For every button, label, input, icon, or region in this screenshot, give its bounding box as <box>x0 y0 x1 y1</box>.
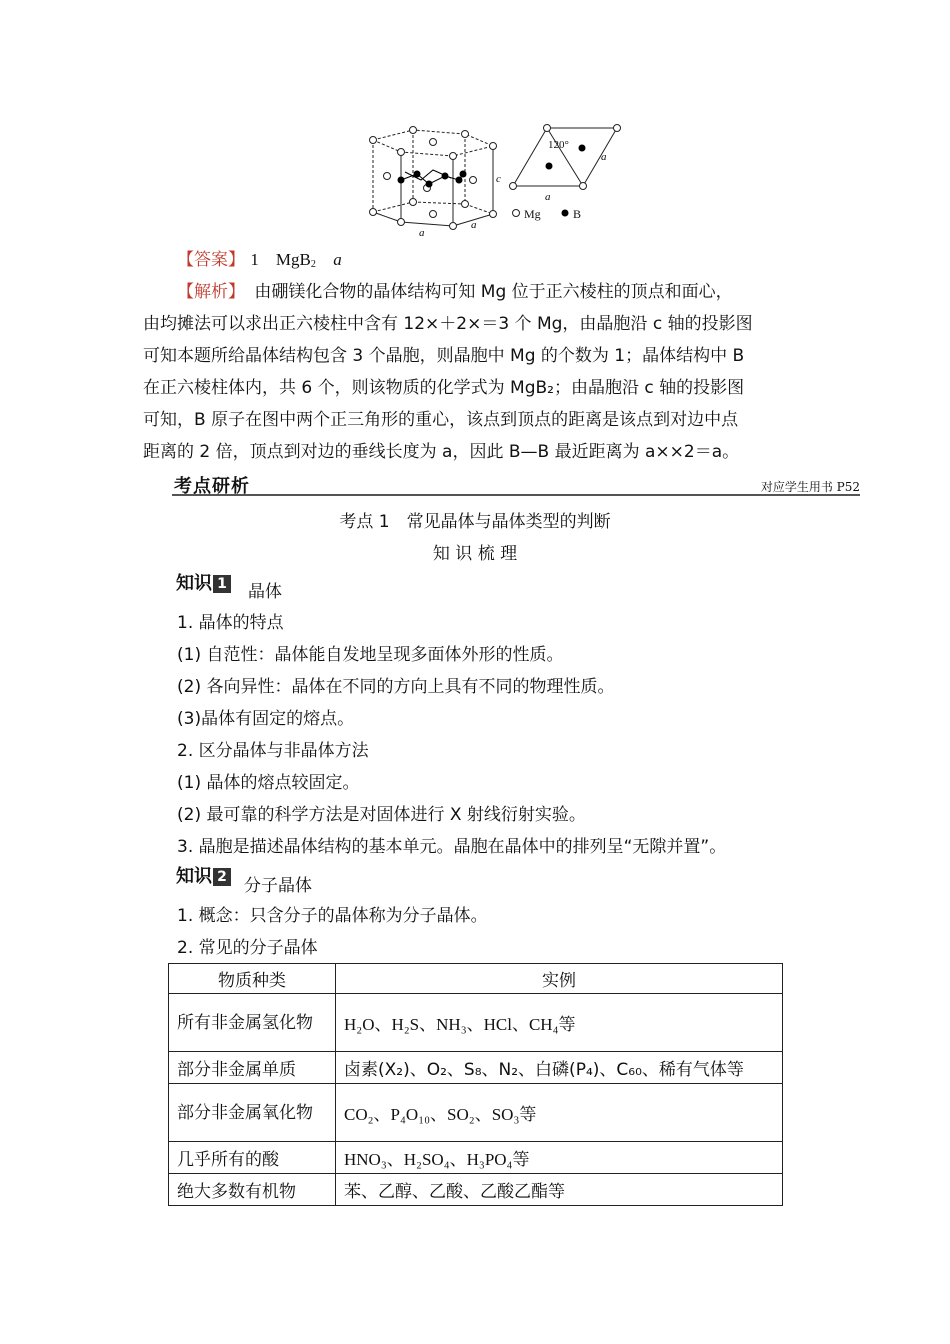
answer-tag: 【答案】 <box>177 250 245 270</box>
analysis-line-1: 由均摊法可以求出正六棱柱中含有 12×＋2×＝3 个 Mg，由晶胞沿 c 轴的投影图 <box>143 314 753 334</box>
knowledge-1-line: 2. 区分晶体与非晶体方法 <box>177 741 369 761</box>
analysis-line-2: 可知本题所给晶体结构包含 3 个晶胞，则晶胞中 Mg 的个数为 1；晶体结构中 B <box>143 346 745 366</box>
knowledge-1-line: (1) 晶体的熔点较固定。 <box>177 773 360 793</box>
analysis-tag: 【解析】 <box>177 282 245 302</box>
legend-b: B <box>573 207 582 221</box>
table-row <box>169 1174 783 1206</box>
table-cell-examples: CO₂、P₄O₁₀、SO₂、SO₃等 <box>336 1084 783 1142</box>
rhombus-label-a2: a <box>545 191 551 203</box>
knowledge-2-badge-num: 2 <box>213 868 231 886</box>
angle-label: 120° <box>548 139 569 151</box>
legend-mg: Mg <box>524 207 541 221</box>
knowledge-2-line: 1. 概念：只含分子的晶体称为分子晶体。 <box>177 906 488 926</box>
knowledge-1-badge-num: 1 <box>213 575 231 593</box>
knowledge-2-line: 2. 常见的分子晶体 <box>177 938 318 958</box>
table-cell-examples: HNO₃、H₂SO₄、H₃PO₄等 <box>336 1142 783 1174</box>
table-cell-examples: 卤素(X₂)、O₂、S₈、N₂、白磷(P₄)、C₆₀、稀有气体等 <box>336 1052 783 1084</box>
table-cell-category: 部分非金属氧化物 <box>169 1084 336 1142</box>
table-cell-examples: 苯、乙醇、乙酸、乙酸乙酯等 <box>336 1174 783 1206</box>
answer-text: 1 MgB <box>250 250 311 269</box>
answer-sub: 2 <box>310 259 316 270</box>
table-cell-category: 绝大多数有机物 <box>169 1174 336 1206</box>
knowledge-1-badge <box>176 569 231 594</box>
knowledge-1-title: 晶体 <box>248 582 282 602</box>
analysis-line-4: 可知，B 原子在图中两个正三角形的重心，该点到顶点的距离是该点到对边中点 <box>143 410 739 430</box>
knowledge-1-line: (2) 最可靠的科学方法是对固体进行 X 射线衍射实验。 <box>177 805 586 825</box>
knowledge-1-line: 1. 晶体的特点 <box>177 613 284 633</box>
crystal-structure-figure <box>365 118 625 240</box>
knowledge-1-line: (3)晶体有固定的熔点。 <box>177 709 355 729</box>
table-row <box>169 1142 783 1174</box>
knowledge-1-line: (2) 各向异性：晶体在不同的方向上具有不同的物理性质。 <box>177 677 615 697</box>
table-cell-category: 所有非金属氢化物 <box>169 994 336 1052</box>
knowledge-1-badge-text: 知识 <box>176 573 212 594</box>
table-row <box>169 994 783 1052</box>
legend-b-marker <box>562 210 569 217</box>
knowledge-2-badge-text: 知识 <box>176 866 212 887</box>
axis-label-a2: a <box>471 219 477 231</box>
answer-line <box>177 245 342 270</box>
knowledge-1-line: 3. 晶胞是描述晶体结构的基本单元。晶胞在晶体中的排列呈“无隙并置”。 <box>177 837 727 857</box>
table-row <box>169 1084 783 1142</box>
subtitle: 知 识 梳 理 <box>432 544 518 564</box>
table-header-category: 物质种类 <box>169 964 336 994</box>
molecular-crystal-table <box>168 963 783 1206</box>
banner-page-ref: 对应学生用书 P52 <box>760 480 860 494</box>
section-banner <box>172 472 860 498</box>
rhombus-label-a1: a <box>601 151 607 163</box>
mg-atoms <box>370 127 497 230</box>
answer-var: a <box>333 250 342 269</box>
knowledge-2-title: 分子晶体 <box>244 876 312 896</box>
table-cell-category: 部分非金属单质 <box>169 1052 336 1084</box>
table-header-examples: 实例 <box>336 964 783 994</box>
table-cell-category: 几乎所有的酸 <box>169 1142 336 1174</box>
knowledge-2-badge <box>176 862 231 887</box>
table-row <box>169 1052 783 1084</box>
analysis-line-5: 距离的 2 倍，顶点到对边的垂线长度为 a，因此 B—B 最近距离为 a××2＝a。 <box>143 442 740 462</box>
banner-divider <box>172 494 860 496</box>
analysis-first-line <box>177 277 733 302</box>
table-cell-examples: H₂O、H₂S、NH₃、HCl、CH₄等 <box>336 994 783 1052</box>
knowledge-1-line: (1) 自范性：晶体能自发地呈现多面体外形的性质。 <box>177 645 564 665</box>
analysis-line-0: 由硼镁化合物的晶体结构可知 Mg 位于正六棱柱的顶点和面心， <box>254 282 733 302</box>
axis-label-c: c <box>496 173 501 185</box>
banner-title: 考点研析 <box>174 476 250 497</box>
table-header-row <box>169 964 783 994</box>
axis-label-a1: a <box>419 227 425 239</box>
analysis-line-3: 在正六棱柱体内，共 6 个，则该物质的化学式为 MgB₂；由晶胞沿 c 轴的投影图 <box>143 378 745 398</box>
legend-mg-marker <box>513 210 520 217</box>
topic-title: 考点 1 常见晶体与晶体类型的判断 <box>339 512 611 532</box>
